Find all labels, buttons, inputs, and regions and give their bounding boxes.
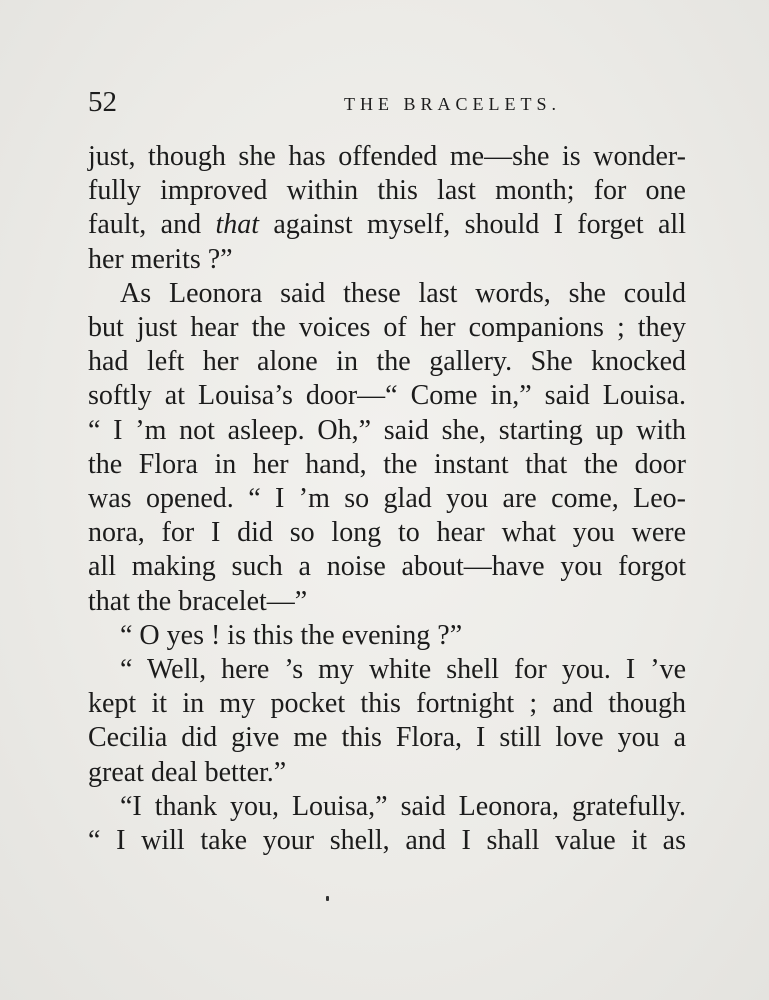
page-header — [88, 84, 686, 124]
text-line: “ Well, here ’s my white shell for you. I ’ve — [120, 654, 686, 686]
text-line: “ O yes ! is this the evening ?” — [120, 619, 463, 651]
ink-speck — [326, 896, 329, 901]
text-line: softly at Louisa’s door—“ Come in,” said Louisa. — [88, 380, 686, 412]
text-line: nora, for I did so long to hear what you were — [88, 517, 686, 549]
text-line: was opened. “ I ’m so glad you are come, Leo- — [88, 483, 686, 515]
text-line: all making such a noise about—have you forgot — [88, 551, 686, 583]
page-number: 52 — [88, 86, 117, 118]
text-line: great deal better.” — [88, 756, 287, 788]
text-line: but just hear the voices of her companions ; they — [88, 312, 686, 344]
italic-word: that — [215, 209, 260, 241]
text-line: “I thank you, Louisa,” said Leonora, gratefully. — [120, 790, 686, 822]
text-line: had left her alone in the gallery. She knocked — [88, 346, 686, 378]
text-line: just, though she has offended me—she is wonder- — [88, 141, 686, 172]
body-text — [88, 140, 686, 858]
text-line: Cecilia did give me this Flora, I still love you a — [88, 722, 686, 754]
text-line: “ I will take your shell, and I shall value it as — [88, 825, 686, 857]
text-line: kept it in my pocket this fortnight ; and though — [88, 688, 686, 720]
text-fragment: fault, and — [88, 209, 216, 241]
text-line: her merits ?” — [88, 243, 233, 275]
text-line: the Flora in her hand, the instant that the door — [88, 448, 686, 480]
text-fragment: against myself, should I forget all — [259, 209, 686, 241]
text-line — [88, 208, 686, 242]
text-line: fully improved within this last month; for one — [88, 175, 686, 207]
text-line: As Leonora said these last words, she could — [120, 277, 686, 309]
running-head: THE BRACELETS. — [344, 94, 561, 114]
text-line: “ I ’m not asleep. Oh,” said she, starting up with — [88, 414, 686, 446]
text-line: that the bracelet—” — [88, 585, 308, 617]
